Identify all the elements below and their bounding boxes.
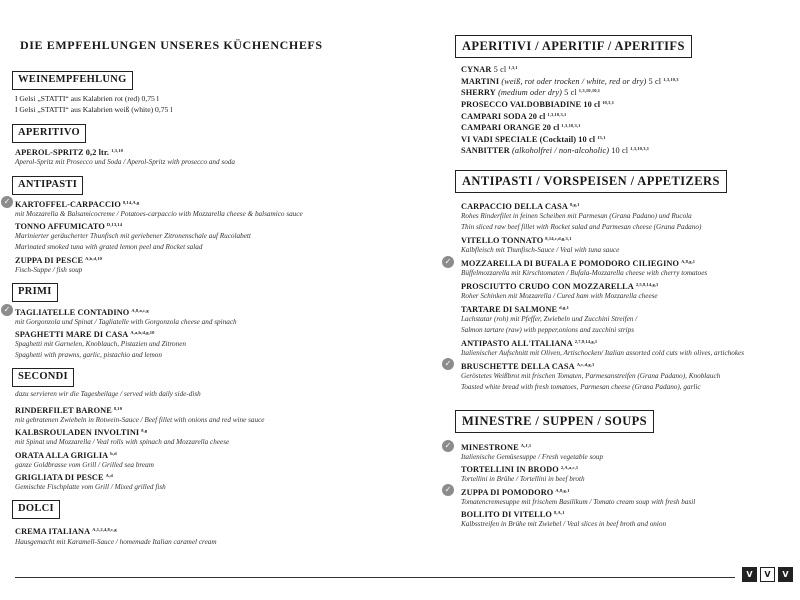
menu-item-desc: Italienischer Aufschnitt mit Oliven, Artischocken/ Italian assorted cold cuts with olives, artichokes [461,349,744,357]
footer-logos [742,567,793,582]
section-heading-aperitivi: APERITIVI / APERITIF / APERITIFS [455,35,692,58]
section-heading-aperitivo: APERITIVO [12,124,86,143]
menu-item-desc: Spaghetti mit Garnelen, Knoblauch, Pistazien und Zitronen [15,340,187,348]
page-title: DIE EMPFEHLUNGEN UNSERES KÜCHENCHEFS [20,38,323,52]
menu-item-desc: mit Mozzarella & Balsamicocreme / Potatoes-carpaccio with Mozzarella cheese & balsamico sauce [15,210,303,218]
menu-item-name: SPAGHETTI MARE DI CASA $^{A,a,b,d,g,10}$ [15,330,155,339]
menu-item-name: VITELLO TONNATO $^{8,14,c,d,g,3,1}$ [461,236,572,245]
wine-line: I Gelsi „STATTI“ aus Kalabrien rot (red) 0,75 l [15,94,159,103]
section-heading-antipasti: ANTIPASTI [12,176,83,195]
drink-item: CAMPARI ORANGE 20 cl $^{1,3,10,3,1}$ [461,123,581,132]
menu-item-name: ZUPPA DI PESCE $^{A,b,d,10}$ [15,256,103,265]
drink-item: SHERRY (medium oder dry) 5 cl $^{1,3,10,10,1}$ [461,88,601,97]
section-intro: dazu servieren wir die Tagesbeilage / served with daily side-dish [15,390,201,398]
menu-item-desc: Marinierter geräucherter Thunfisch mit geriebener Zitronenschale auf Rucolabett [15,232,251,240]
recommended-check-icon: ✓ [442,484,454,496]
menu-item-name: TARTARE DI SALMONE $^{d,g,1}$ [461,305,569,314]
footer-divider [15,577,735,578]
section-heading-dolci: DOLCI [12,500,60,519]
recommended-check-icon: ✓ [442,256,454,268]
section-heading-secondi: SECONDI [12,368,74,387]
menu-item-name: KALBSROULADEN INVOLTINI $^{8,g}$ [15,428,148,437]
menu-item-desc: Büffelmozzarella mit Kirschtomaten / Bufala-Mozzarella cheese with cherry tomatoes [461,269,708,277]
menu-item-desc: Geröstetes Weißbrot mit frischen Tomaten, Parmesanstreifen (Grana Padano), Knoblauch [461,372,721,380]
menu-item-desc: Tortellini in Brühe / Tortellini in beef broth [461,475,585,483]
menu-item-name: MINESTRONE $^{A,J,1}$ [461,443,532,452]
menu-item-name: RINDERFILET BARONE $^{8,10}$ [15,406,123,415]
menu-item-name: ORATA ALLA GRIGLIA $^{b,d}$ [15,451,117,460]
menu-item-desc: Spaghetti with prawns, garlic, pistachio and lemon [15,351,162,359]
recommended-check-icon: ✓ [442,440,454,452]
brand-logo-icon: V [760,567,775,582]
menu-item-desc: Salmon tartare (raw) with pepper,onions and zucchini strips [461,326,635,334]
drink-item: SANBITTER (alkoholfrei / non-alcoholic) 10 cl $^{1,3,10,3,1}$ [461,146,650,155]
menu-item-desc: Thin sliced raw beef fillet with Rocket salad and Parmesan cheese (Grana Padano) [461,223,702,231]
menu-item-name: GRIGLIATA DI PESCE $^{A,d}$ [15,473,113,482]
menu-item-name: TORTELLINI IN BRODO $^{2,A,a,c,1}$ [461,465,579,474]
section-heading-antipasti-right: ANTIPASTI / VORSPEISEN / APPETIZERS [455,170,727,193]
menu-item-desc: Tomatencremesuppe mit frischem Basilikum / Tomato cream soup with fresh basil [461,498,696,506]
recommended-check-icon: ✓ [442,358,454,370]
menu-item-desc: Fisch-Suppe / fish soup [15,266,83,274]
menu-item-desc: mit Spinat und Mozzarella / Veal rolls with spinach and Mozzarella cheese [15,438,230,446]
menu-item-desc: Kalbsstreifen in Brühe mit Zwiebel / Veal slices in beef broth and onion [461,520,667,528]
menu-item-name: ZUPPA DI POMODORO $^{A,8,g,1}$ [461,488,570,497]
menu-item-name: BOLLITO DI VITELLO $^{8,A,1}$ [461,510,565,519]
menu-item-name: ANTIPASTO ALL'ITALIANA $^{2,7,8,14,g,1}$ [461,339,598,348]
menu-item-desc: Toasted white bread with fresh tomatoes, Parmesan cheese (Grana Padano), garlic [461,383,701,391]
menu-item-name: KARTOFFEL-CARPACCIO $^{8,14,A,g}$ [15,200,140,209]
menu-item-desc: mit gebratenen Zwiebeln in Rotwein-Sauce / Beef fillet with onions and red wine sauce [15,416,265,424]
menu-item-name: BRUSCHETTE DELLA CASA $^{A,c,d,g,1}$ [461,362,595,371]
menu-item-desc: Lachstatar (roh) mit Pfeffer, Zwiebeln und Zucchini Streifen / [461,315,638,323]
brand-logo-icon: V [778,567,793,582]
recommended-check-icon: ✓ [1,304,13,316]
section-heading-wine: WEINEMPFEHLUNG [12,71,133,90]
recommended-check-icon: ✓ [1,196,13,208]
menu-item-desc: Marinated smoked tuna with grated lemon peel and Rocket salad [15,243,203,251]
menu-item-desc: Hausgemacht mit Karamell-Sauce / homemade Italian caramel cream [15,538,217,546]
menu-item-name: MOZZARELLA DI BUFALA E POMODORO CILIEGINO $^{A,8,g,1}$ [461,259,696,268]
menu-item-desc: ganze Goldbrasse vom Grill / Grilled sea bream [15,461,154,469]
menu-item-desc: Kalbfleisch mit Thunfisch-Sauce / Veal with tuna sauce [461,246,620,254]
menu-item-desc: Italienische Gemüsesuppe / Fresh vegetable soup [461,453,604,461]
brand-logo-icon: V [742,567,757,582]
menu-item-name: APEROL-SPRITZ 0,2 ltr. $^{1,3,10}$ [15,148,123,157]
drink-item: MARTINI (weiß, rot oder trocken / white, red or dry) 5 cl $^{1,3,10,3}$ [461,77,679,86]
menu-item-name: PROSCIUTTO CRUDO CON MOZZARELLA $^{2,5,8,14,g,1}$ [461,282,659,291]
drink-item: CYNAR 5 cl $^{1,3,1}$ [461,65,518,74]
drink-item: VI VADI SPECIALE (Cocktail) 10 cl $^{13,1}$ [461,135,606,144]
menu-item-desc: Aperol-Spritz mit Prosecco und Soda / Aperol-Spritz with prosecco and soda [15,158,235,166]
menu-item-desc: Roher Schinken mit Mozzarella / Cured ham with Mozzarella cheese [461,292,658,300]
menu-item-desc: mit Gorgonzola und Spinat / Tagliatelle with Gorgonzola cheese and spinach [15,318,237,326]
drink-item: PROSECCO VALDOBBIADINE 10 cl $^{10,3,1}$ [461,100,615,109]
menu-item-desc: Gemischte Fischplatte vom Grill / Mixed grilled fish [15,483,166,491]
menu-item-name: TONNO AFFUMICATO $^{D,13,14}$ [15,222,123,231]
menu-item-name: TAGLIATELLE CONTADINO $^{A,8,a,c,g}$ [15,308,149,317]
section-heading-primi: PRIMI [12,283,58,302]
drink-item: CAMPARI SODA 20 cl $^{1,3,10,3,1}$ [461,112,567,121]
menu-item-name: CARPACCIO DELLA CASA $^{8,g,1}$ [461,202,580,211]
menu-item-desc: Rohes Rinderfilet in feinen Scheiben mit Parmesan (Grana Padano) und Rucola [461,212,692,220]
wine-line: I Gelsi „STATTI“ aus Kalabrien weiß (white) 0,75 l [15,105,173,114]
menu-item-name: CREMA ITALIANA $^{A,1,2,4,8,c,g}$ [15,527,117,536]
section-heading-minestre: MINESTRE / SUPPEN / SOUPS [455,410,654,433]
